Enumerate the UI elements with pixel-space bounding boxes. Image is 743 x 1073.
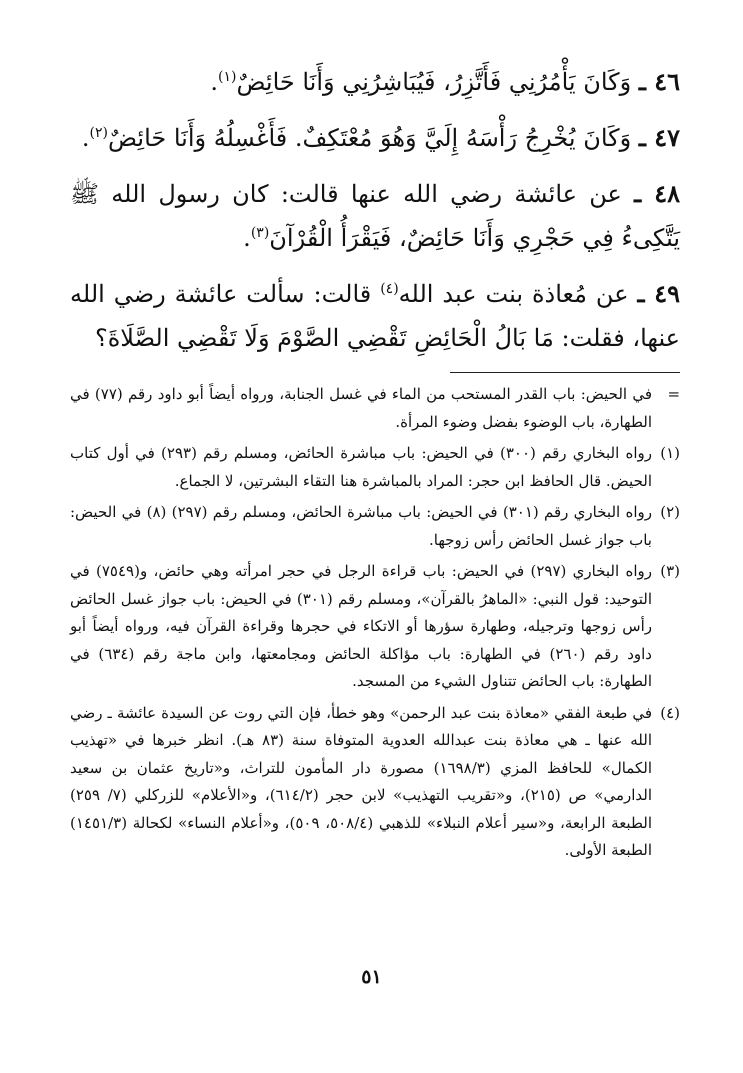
footnote-divider xyxy=(450,372,680,373)
footnote-text: رواه البخاري رقم (٣٠٠) في الحيض: باب مباشرة الحائض، ومسلم رقم (٢٩٣) في أول كتاب الحيض. قال الحافظ ابن حجر: المراد بالمباشرة هنا التقاء البشرتين، لا الجماع. xyxy=(70,444,652,490)
page-number: ٥١ xyxy=(361,966,382,988)
footnote-1 xyxy=(70,440,680,495)
footnote-text: في الحيض: باب القدر المستحب من الماء في غسل الجنابة، ورواه أيضاً أبو داود رقم (٧٧) في الطهارة، باب الوضوء بفضل وضوء المرأة. xyxy=(70,385,653,431)
footnote-text: في طبعة الفقي «معاذة بنت عبد الرحمن» وهو خطأ، فإن التي روت عن السيدة عائشة ـ رضي الله عنها ـ هي معاذة بنت عبدالله العدوية المتوفاة سنة (٨٣ هـ). انظر خبرها في «تهذيب الكمال» للحافظ المزي (١٦٩٨/٣) مصورة دار المأمون للتراث، و«تاريخ عثمان بن سعيد الدارمي» ص (٢١٥)، و«تقريب التهذيب» لابن حجر (٦١٤/٢)، و«الأعلام» للزركلي (٧/ ٢٥٩) الطبعة الرابعة، و«سير أعلام النبلاء» للذهبي (٥٠٨/٤، ٥٠٩)، و«أعلام النساء» لكحالة (١٤٥١/٣) الطبعة الأولى. xyxy=(70,703,653,859)
footnote-mark: (٣) xyxy=(250,225,270,241)
footnote-number: (١) xyxy=(660,444,680,462)
page-body xyxy=(70,60,680,869)
hadith-number: ٤٨ ـ xyxy=(634,179,680,208)
hadith-list xyxy=(70,60,680,360)
footnote-number: (٣) xyxy=(660,562,681,580)
hadith-number: ٤٦ ـ xyxy=(638,67,680,96)
footnote-text: رواه البخاري رقم (٣٠١) في الحيض: باب مباشرة الحائض، ومسلم رقم (٢٩٧) (٨) في الحيض: باب جواز غسل الحائض رأس زوجها. xyxy=(70,503,652,549)
hadith-48 xyxy=(70,172,680,260)
hadith-tail: . xyxy=(243,224,251,252)
footnote-number: (٢) xyxy=(660,503,680,521)
footnote-3 xyxy=(70,558,680,696)
hadith-text: وَكَانَ يَأْمُرُنِي فَأَتَّزِرُ، فَيُبَاشِرُنِي وَأَنَا حَائِضٌ xyxy=(236,68,632,96)
footnote-mark: (١) xyxy=(218,69,237,85)
hadith-number: ٤٧ ـ xyxy=(638,123,680,152)
footnote-2 xyxy=(70,499,680,554)
hadith-49 xyxy=(70,272,680,360)
footnote-text: رواه البخاري (٢٩٧) في الحيض: باب قراءة الرجل في حجر امرأته وهي حائض، و(٧٥٤٩) في التوحيد: قول النبي: «الماهرُ بالقرآن»، ومسلم رقم (٣٠١) في الحيض: باب جواز غسل الحائض رأس زوجها وترجيله، وطهارة سؤرها أو الاتكاء في حجرها وقراءة القرآن فيه، ورواه أيضاً أبو داود رقم (٢٦٠) في الطهارة: باب مؤاكلة الحائض ومجامعتها، وابن ماجة رقم (٦٣٤) في الطهارة: باب الحائض تتناول الشيء من المسجد. xyxy=(70,562,653,690)
hadith-47 xyxy=(70,116,680,160)
hadith-text: عن مُعاذة بنت عبد الله xyxy=(398,280,629,308)
footnote-number: (٤) xyxy=(660,703,680,722)
hadith-text: وَكَانَ يُخْرِجُ رَأْسَهُ إِلَيَّ وَهُوَ مُعْتَكِفٌ. فَأَغْسِلُهُ وَأَنَا حَائِضٌ xyxy=(107,124,632,152)
footnote-continued xyxy=(70,381,680,436)
hadith-46 xyxy=(70,60,680,104)
footnote-number: = xyxy=(667,385,681,403)
footnote-mark: (٢) xyxy=(89,125,108,141)
footnotes xyxy=(70,381,680,865)
hadith-tail: . xyxy=(81,124,90,152)
footnote-mark: (٤) xyxy=(380,281,399,297)
hadith-tail: قالت: سألت عائشة رضي الله عنها، فقلت: مَا بَالُ الْحَائِضِ تَقْضِي الصَّوْمَ وَلَا تَقْضِي الصَّلَاةَ؟ xyxy=(70,280,680,352)
footnote-4 xyxy=(70,700,680,865)
hadith-number: ٤٩ ـ xyxy=(637,279,680,308)
hadith-tail: . xyxy=(210,68,219,96)
hadith-text: عن عائشة رضي الله عنها قالت: كان رسول الله ﷺ يَتَّكِىءُ فِي حَجْرِي وَأَنَا حَائِضٌ، فَيَقْرَأُ الْقُرْآنَ xyxy=(70,180,680,252)
